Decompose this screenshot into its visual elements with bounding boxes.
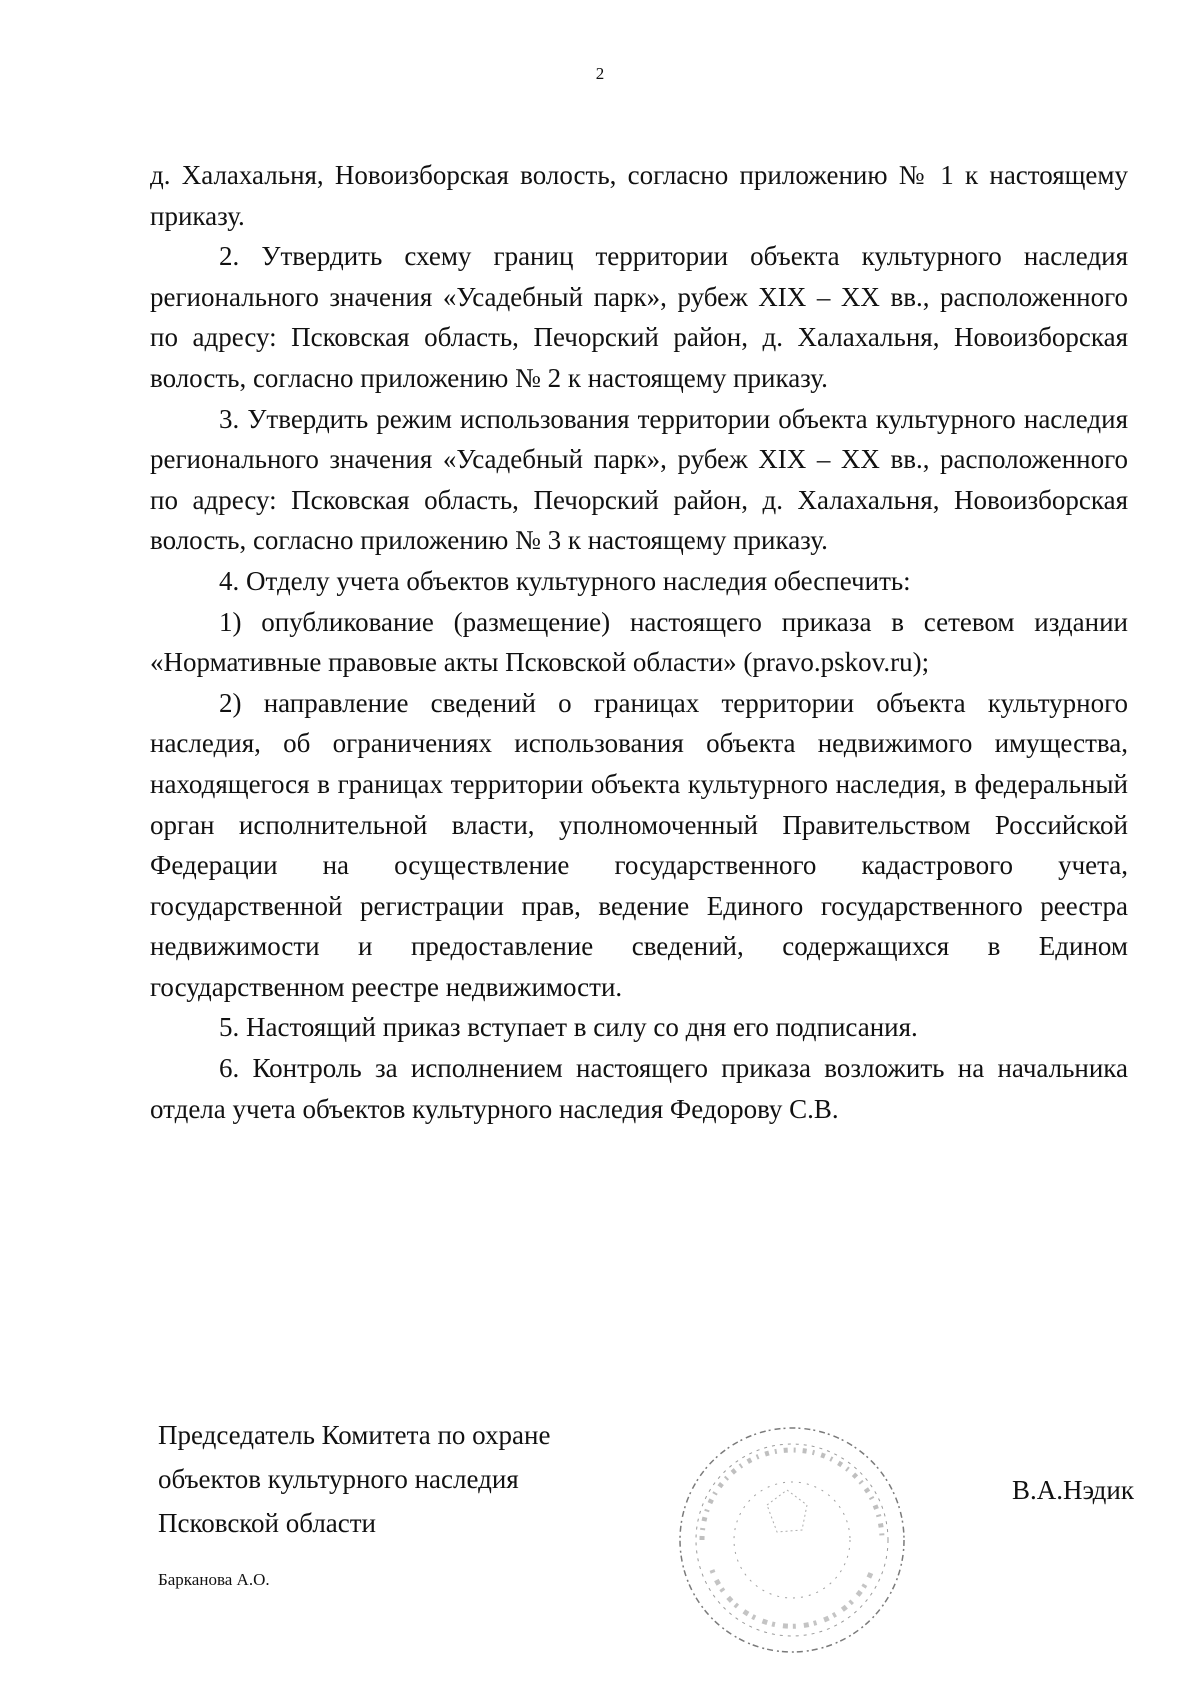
paragraph-item-5: 5. Настоящий приказ вступает в силу со дня его подписания. xyxy=(219,1012,918,1043)
paragraph-item-4: 4. Отделу учета объектов культурного наследия обеспечить: xyxy=(219,565,911,596)
paragraph-subitem-1: 1) опубликование (размещение) настоящего приказа в сетевом издании «Нормативные правовые акты Псковской области» (pravo.pskov.ru); xyxy=(150,606,1128,678)
executor-name: Барканова А.О. xyxy=(158,1570,270,1589)
paragraph-subitem-2: 2) направление сведений о границах территории объекта культурного наследия, об ограничениях использования объекта недвижимого имущества, находящегося в границах территории объекта культурного наследия, в федеральный орган исполнительной власти, уполномоченный Правительством Российской Федерации на осуществление государственного кадастрового учета, государственной регистрации прав, ведение Единого государственного реестра недвижимости и предоставление сведений, содержащихся в Едином государственном реестре недвижимости. xyxy=(150,687,1128,1002)
paragraph-continuation: д. Халахальня, Новоизборская волость, согласно приложению № 1 к настоящему приказу. xyxy=(150,160,1128,231)
signer-name: В.А.Нэдик xyxy=(1011,1475,1134,1505)
page-number: 2 xyxy=(595,64,605,83)
paragraph-item-2: 2. Утвердить схему границ территории объекта культурного наследия регионального значения «Усадебный парк», рубеж XIX – XX вв., расположенного по адресу: Псковская область, Печорский район, д. Халахальня, Новоизборская волость, согласно приложению № 2 к настоящему приказу. xyxy=(150,241,1128,393)
signer-position-line: Псковской области xyxy=(158,1508,377,1538)
signer-position-line: Председатель Комитета по охране xyxy=(158,1420,551,1450)
paragraph-item-3: 3. Утвердить режим использования территории объекта культурного наследия регионального значения «Усадебный парк», рубеж XIX – XX вв., расположенного по адресу: Псковская область, Печорский район, д. Халахальня, Новоизборская волость, согласно приложению № 3 к настоящему приказу. xyxy=(150,403,1128,556)
signer-position-line: объектов культурного наследия xyxy=(158,1464,519,1494)
signer-position xyxy=(158,1413,550,1545)
round-seal-icon xyxy=(672,1420,912,1660)
paragraph-item-6: 6. Контроль за исполнением настоящего приказа возложить на начальника отдела учета объектов культурного наследия Федорову С.В. xyxy=(150,1053,1128,1124)
document-body xyxy=(150,155,1128,1129)
